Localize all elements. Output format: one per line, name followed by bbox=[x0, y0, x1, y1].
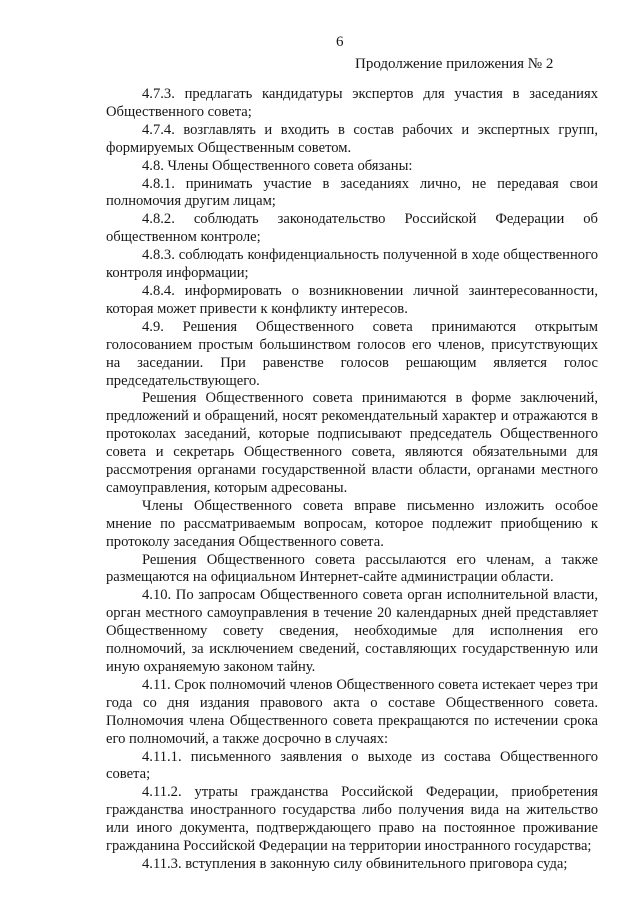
page-number: 6 bbox=[336, 34, 344, 50]
document-body bbox=[106, 86, 598, 874]
paragraph: 4.7.3. предлагать кандидатуры экспертов для участия в заседаниях Общественного совета; bbox=[106, 86, 598, 120]
paragraph: 4.8. Члены Общественного совета обязаны: bbox=[142, 157, 413, 174]
paragraph: Члены Общественного совета вправе письменно изложить особое мнение по рассматриваемым вопросам, которое подлежит приобщению к протоколу заседания Общественного совета. bbox=[106, 497, 598, 550]
paragraph: 4.11.2. утраты гражданства Российской Федерации, приобретения гражданства иностранного государства либо получения вида на жительство или иного документа, подтверждающего право на постоянное проживание гражданина Российской Федерации на территории иностранного государства; bbox=[106, 784, 598, 855]
paragraph: 4.9. Решения Общественного совета принимаются открытым голосованием простым большинством голосов его членов, присутствующих на заседании. При равенстве голосов решающим является голос председательствующего. bbox=[106, 318, 598, 389]
paragraph: Решения Общественного совета принимаются в форме заключений, предложений и обращений, носят рекомендательный характер и отражаются в протоколах заседаний, которые подписывают председатель Общественного совета и секретарь Общественного совета, являются обязательными для рассмотрения органами государственной власти области, органами местного самоуправления, которым адресованы. bbox=[106, 390, 598, 496]
paragraph: Решения Общественного совета рассылаются его членам, а также размещаются на официальном Интернет-сайте администрации области. bbox=[106, 551, 598, 586]
paragraph: 4.11.3. вступления в законную силу обвинительного приговора суда; bbox=[142, 855, 568, 872]
page-header: Продолжение приложения № 2 bbox=[355, 56, 554, 72]
paragraph: 4.8.2. соблюдать законодательство Российской Федерации об общественном контроле; bbox=[106, 211, 598, 246]
paragraph: 4.10. По запросам Общественного совета орган исполнительной власти, орган местного самоуправления в течение 20 календарных дней представляет Общественному совету сведения, необходимые для исполнения его полномочий, за исключением сведений, составляющих государственную или иную охраняемую законом тайну. bbox=[106, 587, 598, 675]
paragraph: 4.7.4. возглавлять и входить в состав рабочих и экспертных групп, формируемых Общественным советом. bbox=[106, 121, 598, 156]
paragraph: 4.8.1. принимать участие в заседаниях лично, не передавая свои полномочия другим лицам; bbox=[106, 175, 598, 210]
paragraph: 4.11. Срок полномочий членов Общественного совета истекает через три года со дня издания правового акта о составе Общественного совета. Полномочия члена Общественного совета прекращаются по истечении срока его полномочий, а также досрочно в случаях: bbox=[106, 676, 598, 747]
paragraph: 4.8.3. соблюдать конфиденциальность полученной в ходе общественного контроля информации; bbox=[106, 247, 598, 282]
paragraph: 4.11.1. письменного заявления о выходе из состава Общественного совета; bbox=[106, 748, 598, 783]
paragraph: 4.8.4. информировать о возникновении личной заинтересованности, которая может привести к конфликту интересов. bbox=[106, 282, 598, 317]
